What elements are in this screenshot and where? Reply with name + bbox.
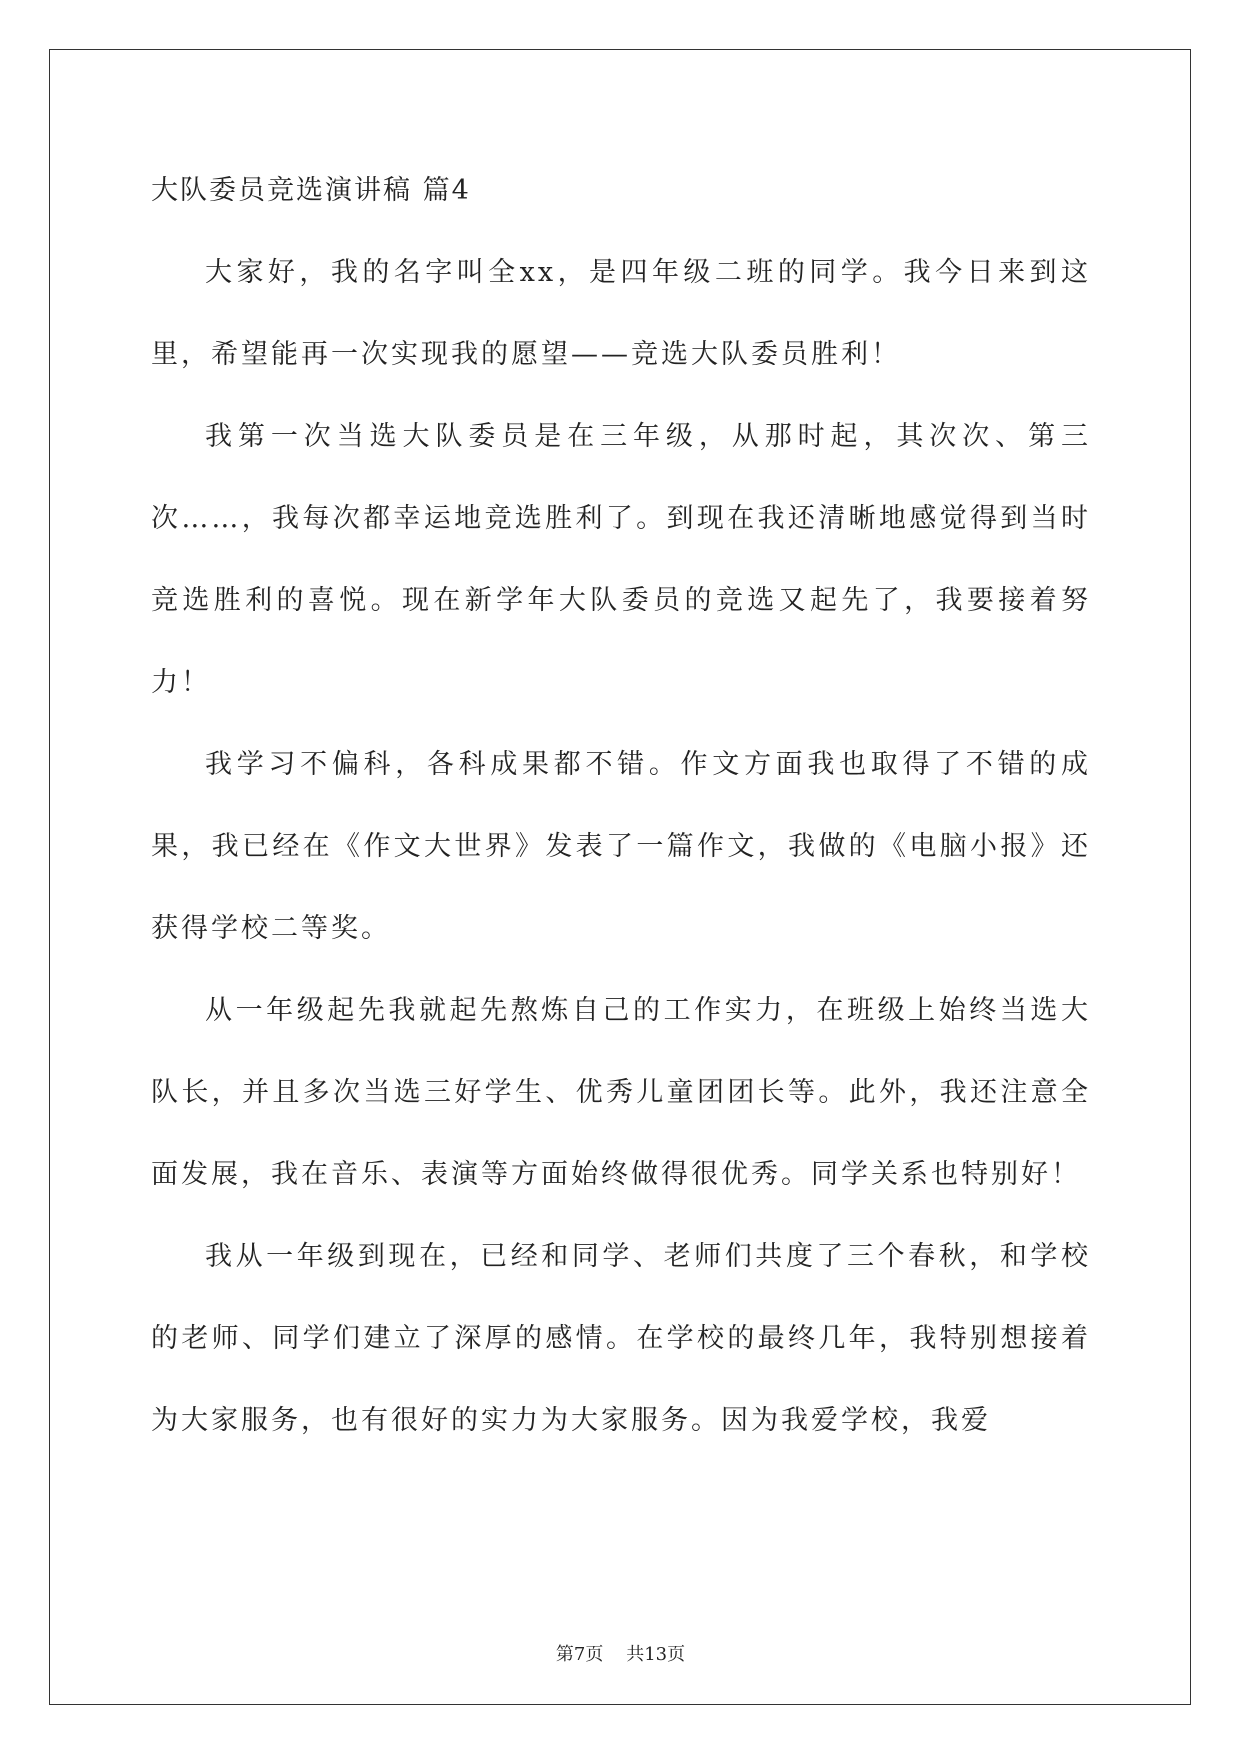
paragraph: 我第一次当选大队委员是在三年级，从那时起，其次次、第三次……，我每次都幸运地竞选胜利了。到现在我还清晰地感觉得到当时竞选胜利的喜悦。现在新学年大队委员的竞选又起先了，我要接着努力！ bbox=[151, 421, 1091, 698]
paragraph: 我从一年级到现在，已经和同学、老师们共度了三个春秋，和学校的老师、同学们建立了深厚的感情。在学校的最终几年，我特别想接着为大家服务，也有很好的实力为大家服务。因为我爱学校，我爱 bbox=[151, 1241, 1091, 1436]
paragraph: 大家好，我的名字叫全xx，是四年级二班的同学。我今日来到这里，希望能再一次实现我的愿望——竞选大队委员胜利！ bbox=[151, 257, 1091, 370]
paragraph: 我学习不偏科，各科成果都不错。作文方面我也取得了不错的成果，我已经在《作文大世界》发表了一篇作文，我做的《电脑小报》还获得学校二等奖。 bbox=[151, 749, 1091, 944]
document-title: 大队委员竞选演讲稿 篇4 bbox=[151, 175, 471, 206]
page-number: 第7页 bbox=[555, 1644, 604, 1665]
page-total: 共13页 bbox=[626, 1644, 686, 1665]
page-footer bbox=[0, 1640, 1241, 1666]
document-body bbox=[151, 150, 1091, 1462]
paragraph: 从一年级起先我就起先熬炼自己的工作实力，在班级上始终当选大队长，并且多次当选三好学生、优秀儿童团团长等。此外，我还注意全面发展，我在音乐、表演等方面始终做得很优秀。同学关系也特别好！ bbox=[151, 995, 1091, 1190]
